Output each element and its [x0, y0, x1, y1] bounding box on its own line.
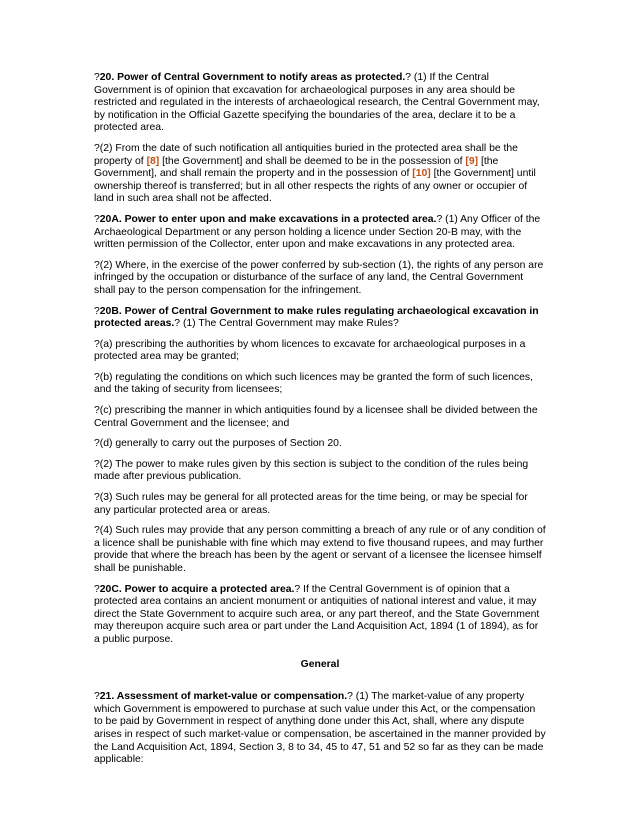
- section-20-text-2a: ?(2) From the date of such notification all antiquities buried in the protected area shall be the property of: [94, 142, 518, 167]
- section-20c-paragraph-1: [94, 584, 546, 647]
- section-20b-lead: ?: [94, 305, 100, 317]
- section-20b-clause-b: ?(b) regulating the conditions on which such licences may be granted the form of such licences, and the taking of security from licensees;: [94, 371, 533, 396]
- document-page: [94, 72, 546, 775]
- section-21-paragraph-1: [94, 691, 546, 767]
- section-20b-clause-d: ?(d) generally to carry out the purposes of Section 20.: [94, 438, 342, 450]
- section-20a-paragraph-1: [94, 214, 546, 252]
- section-20a-paragraph-2: ?(2) Where, in the exercise of the power conferred by sub-section (1), the rights of any person are infringed by the occupation or disturbance of the surface of any land, the Central Government shall pay to the person compensation for the infringement.: [94, 259, 544, 296]
- section-21-heading: 21. Assessment of market-value or compensation.: [99, 691, 348, 703]
- section-20b-text-1: ? (1) The Central Government may make Rules?: [174, 318, 399, 330]
- section-20a-text-1: ? (1) Any Officer of the Archaeological Department or any person holding a licence under Section 20-B may, with the written permission of the Collector, enter upon and make excavations in any protected area.: [94, 213, 541, 251]
- section-20b-paragraph-4: ?(4) Such rules may provide that any person committing a breach of any rule or of any condition of a licence shall be punishable with fine which may extend to five thousand rupees, and may further provide that where the breach has been by the agent or servant of a licensee the licensee himself shall be punishable.: [94, 525, 546, 574]
- section-20-paragraph-2: [94, 143, 546, 206]
- section-20a-lead: ?: [94, 213, 100, 225]
- footnote-ref-8[interactable]: [8]: [146, 155, 160, 167]
- section-20c-heading: 20C. Power to acquire a protected area.: [99, 583, 295, 595]
- section-20-text-2c: [the Government], and shall remain the property and in the possession of: [94, 155, 499, 180]
- section-20b-paragraph-2: ?(2) The power to make rules given by this section is subject to the condition of the rules being made after previous publication.: [94, 458, 529, 483]
- section-20-text-2b: [the Government] and shall be deemed to be in the possession of: [159, 155, 466, 167]
- section-21-lead: ?: [94, 691, 100, 703]
- section-20a-heading: 20A. Power to enter upon and make excavations in a protected area.: [99, 213, 437, 225]
- section-20b-clause-a: ?(a) prescribing the authorities by whom licences to excavate for archaeological purposes in a protected area may be granted;: [94, 338, 526, 363]
- footnote-ref-10[interactable]: [10]: [412, 168, 431, 180]
- section-20b-heading: 20B. Power of Central Government to make rules regulating archaeological excavation in protected areas.: [94, 305, 539, 330]
- section-20-heading: 20. Power of Central Government to notify areas as protected.: [99, 72, 406, 83]
- section-21-text-1: ? (1) The market-value of any property which Government is empowered to purchase at such value under this Act, or the compensation to be paid by Government in respect of anything done under this Act, shall, where any dispute arises in respect of such market-value or compensation, be ascertained in the manner provided by the Land Acquisition Act, 1894, Section 3, 8 to 34, 45 to 47, 51 and 52 so far as they can be made applicable:: [94, 691, 546, 766]
- section-20-paragraph-1: [94, 72, 546, 135]
- section-20b-paragraph-3: ?(3) Such rules may be general for all protected areas for the time being, or may be special for any particular protected area or areas.: [94, 492, 528, 516]
- section-20-lead: ?: [94, 72, 100, 83]
- section-20b-paragraph-1: [94, 306, 546, 331]
- section-20b-clause-c: ?(c) prescribing the manner in which antiquities found by a licensee shall be divided between the Central Government and the licensee; and: [94, 405, 538, 429]
- section-20c-lead: ?: [94, 583, 100, 595]
- section-20-text-2d: [the Government] until ownership thereof is transferred; but in all other respects the rights of any owner or occupier of land in such area shall not be affected.: [94, 168, 536, 205]
- section-20c-text-1: ? If the Central Government is of opinion that a protected area contains an ancient monument or antiquities of national interest and value, it may direct the State Government to acquire such area, or any part thereof, and the State Government may thereupon acquire such area or part under the Land Acquisition Act, 1894 (1 of 1894), as for a public purpose.: [94, 583, 540, 645]
- general-section-title: General: [300, 658, 340, 670]
- footnote-ref-9[interactable]: [9]: [465, 155, 479, 167]
- section-20-text-1: ? (1) If the Central Government is of opinion that excavation for archaeological purposes in any area should be restricted and regulated in the interests of archaeological research, the Central Government may, by notification in the Official Gazette specifying the boundaries of the area, declare it to be a protected area.: [94, 72, 540, 134]
